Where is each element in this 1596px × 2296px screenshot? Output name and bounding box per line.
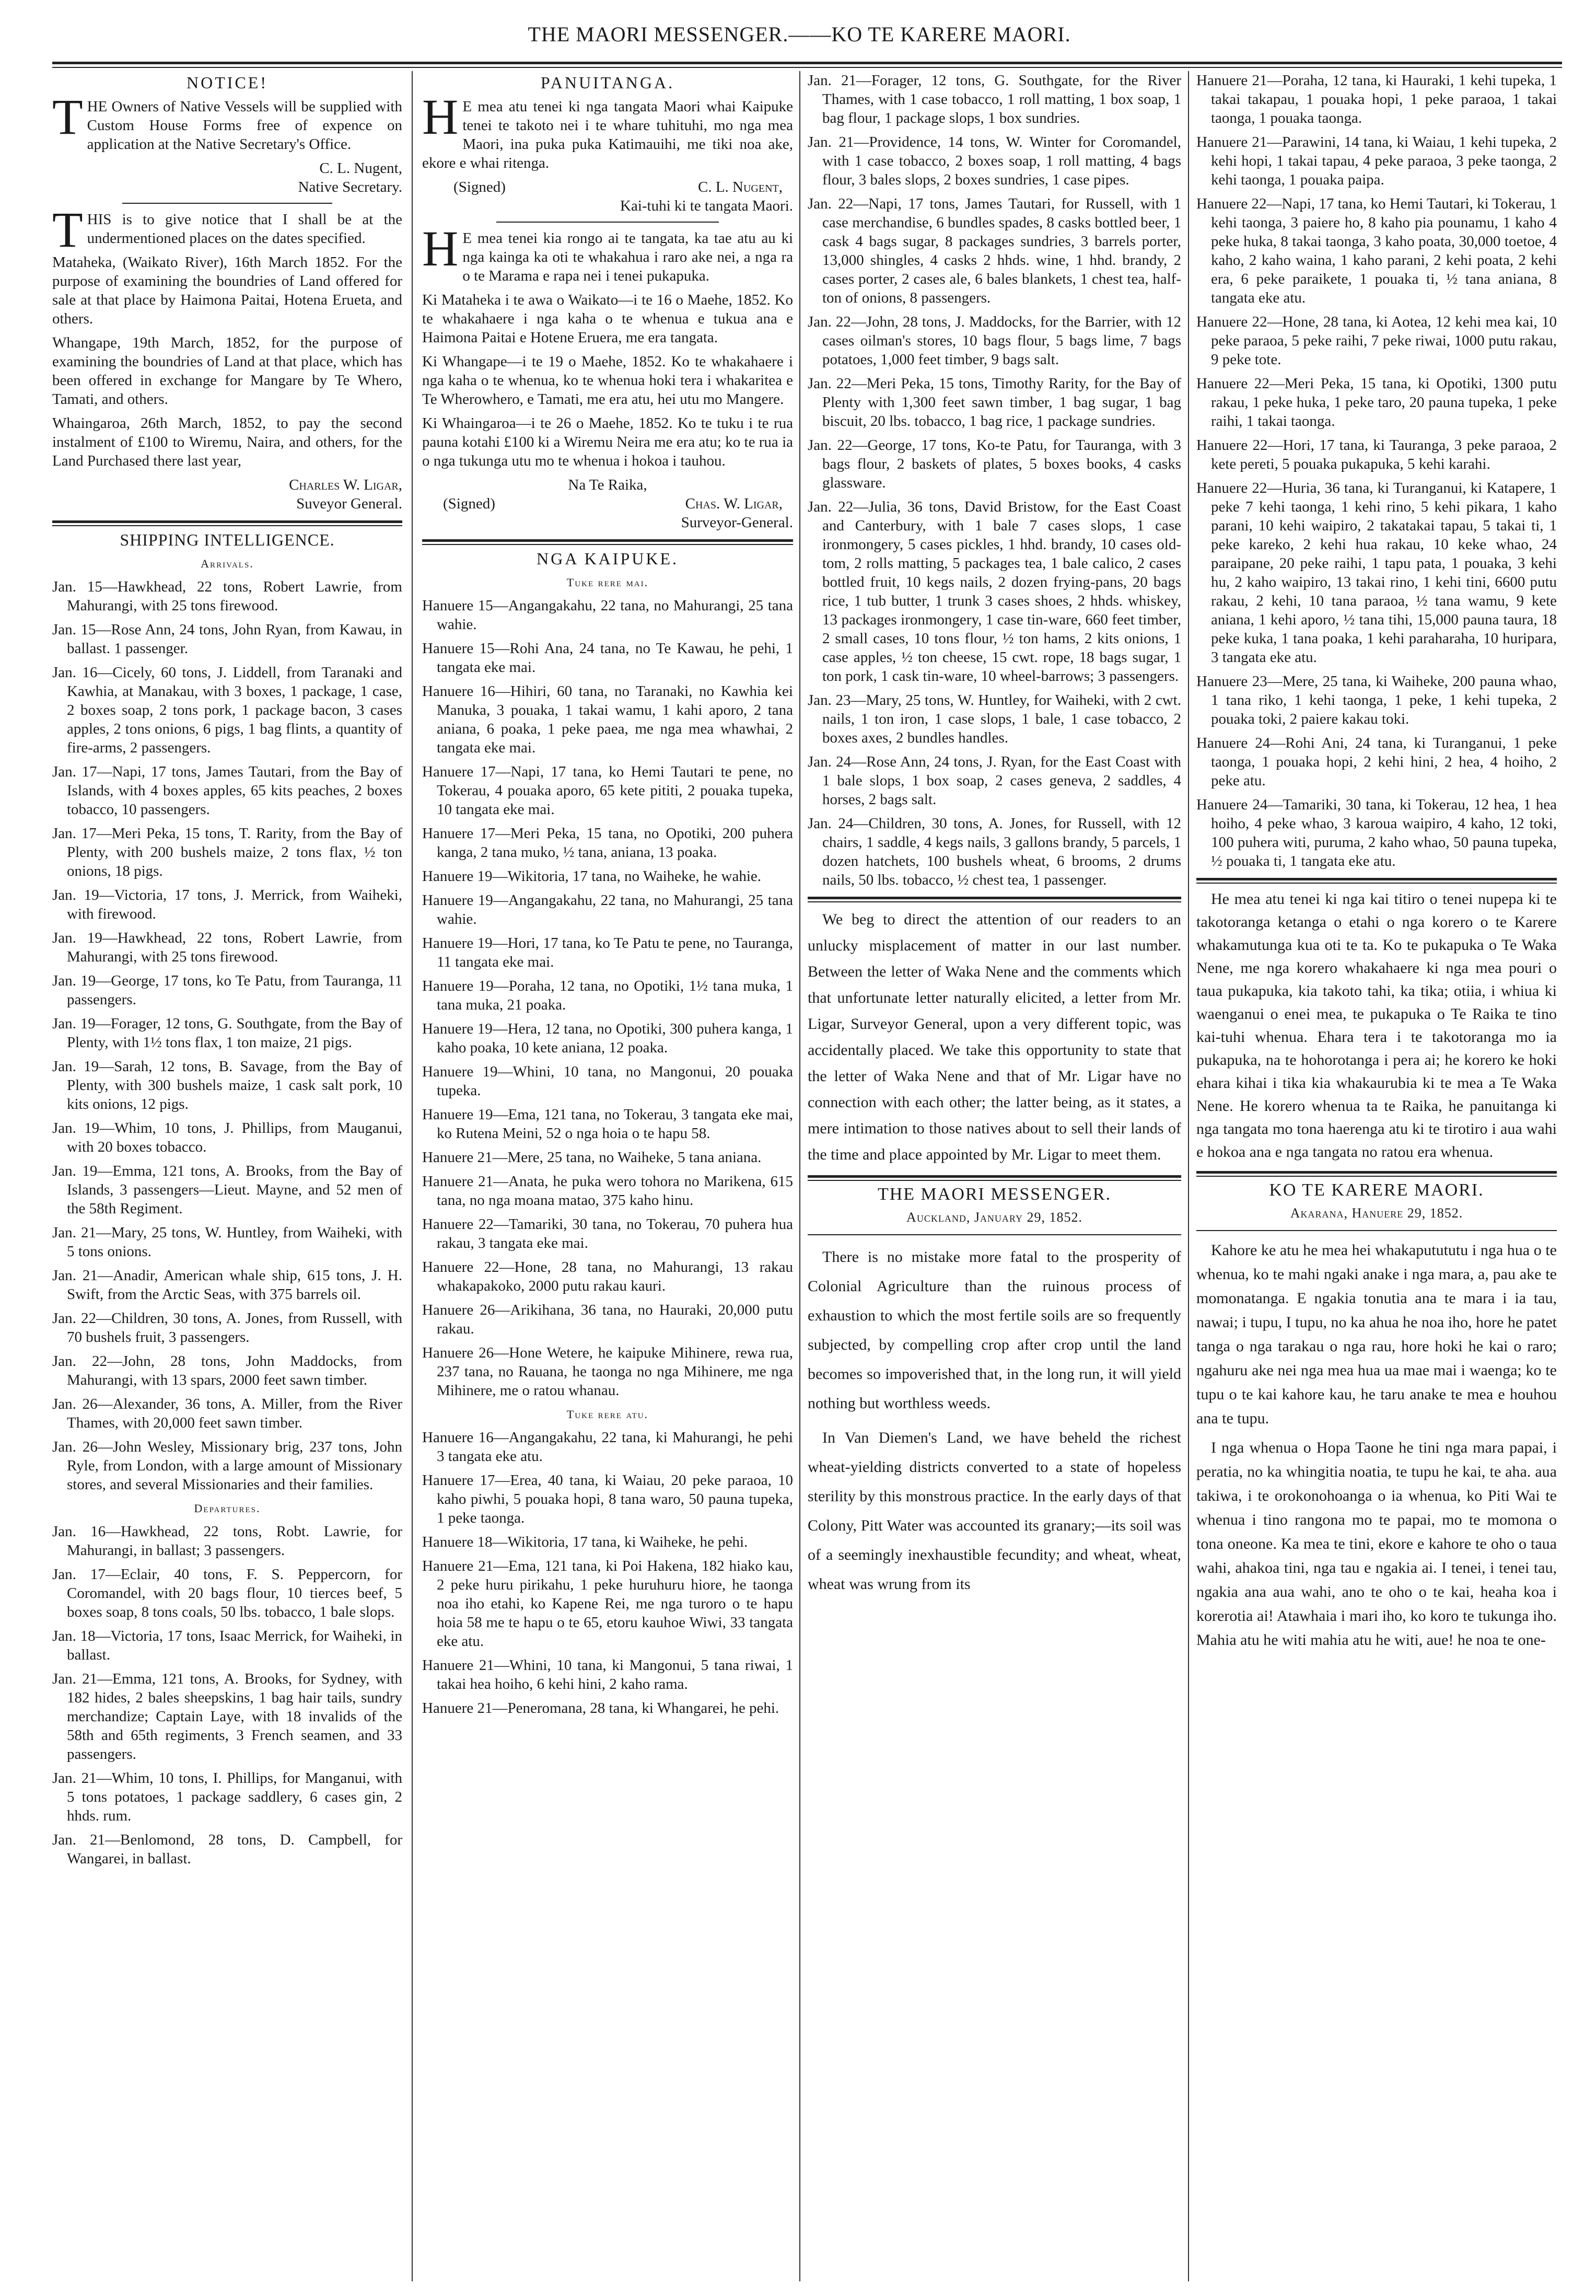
divider (122, 203, 332, 204)
list-item: Hanuere 26—Arikihana, 36 tana, no Hauraki, 20,000 putu rakau. (422, 1302, 793, 1337)
list-item: Hanuere 17—Erea, 40 tana, ki Waiau, 20 peke paraoa, 10 kaho piwhi, 5 pouaka hopi, 8 tana waro, 50 pauna tupeka, 1 peke taonga. (422, 1472, 793, 1526)
list-item: Hanuere 26—Hone Wetere, he kaipuke Mihinere, rewa rua, 237 tana, no Rauana, he taonga no nga Mihinere, me nga Mihinere, me o ratou whanau. (422, 1344, 793, 1399)
section-rule-thin (52, 525, 402, 526)
arrivals-title: Arrivals. (201, 557, 254, 570)
list-item: Jan. 21—Anadir, American whale ship, 615 tons, J. H. Swift, from the Arctic Seas, with 375 barrels oil. (52, 1267, 402, 1303)
panuitanga-paragraph: Ki Whaingaroa—i te 26 o Maehe, 1852. Ko te tuku i te rua pauna kotahi £100 ki a Wiremu Neira me era atu; ko te rua ia o nga tukunga utu mo te whenua i hokoa i tauhou. (422, 415, 793, 469)
signature-line: Na Te Raika, (568, 477, 647, 493)
list-item: Jan. 19—George, 17 tons, ko Te Patu, from Tauranga, 11 passengers. (52, 972, 402, 1008)
list-item: Jan. 23—Mary, 25 tons, W. Huntley, for Waiheki, with 2 cwt. nails, 1 ton iron, 1 case slops, 1 bale, 1 case tobacco, 2 boxes axes, 2 bundles handles. (808, 692, 1181, 746)
tuke-rere-atu-list (422, 1428, 793, 1718)
list-item: Jan. 19—Sarah, 12 tons, B. Savage, from the Bay of Plenty, with 300 bushels maize, 1 cask salt pork, 10 kits onions, 12 pigs. (52, 1058, 402, 1112)
notice-survey: THIS is to give notice that I shall be at the undermentioned places on the dates specified. (52, 202, 402, 258)
section-rule (1196, 878, 1557, 880)
divider (496, 222, 719, 223)
shipping-intelligence-title: SHIPPING INTELLIGENCE. (120, 530, 335, 549)
notice-survey-paragraph: Whangape, 19th March, 1852, for the purpose of examining the boundries of Land at that place, which has been offered in exchange for Mangare by Te Whero, Tamati, and others. (52, 334, 402, 408)
list-item: Hanuere 19—Hori, 17 tana, ko Te Patu te pene, no Tauranga, 11 tangata eke mai. (422, 935, 793, 970)
correction-notice: He mea atu tenei ki nga kai titiro o tenei nupepa ki te takotoranga ketanga o etahi o nga korero o te Karere whakamutunga kua oti te ta. Ko te pukapuka o Te Waka Nene, me nga korero whakahaere ki nga mea pouri o taua pukapuka, kia takoto tahi, ka tika; otiia, i whiua ki waenganui o enei mea, te pukapuka o Te Raika te tino kai-tuhi whenua. Ehara tera i te takotoranga mo ia pukapuka, na te hohorotanga i pera ai; he korero ke hoki ehara kihai i tika kia whakaurubia ki te mea a Te Waka Nene. He korero whenua ta te Raika, he panuitanga ki nga tangata mo tona haerenga atu ki te tirotiro i aua wahi e hokoa ana e nga tangata no ratou era whenua. (1196, 890, 1557, 1161)
section-rule (1196, 1171, 1557, 1174)
list-item: Hanuere 21—Poraha, 12 tana, ki Hauraki, 1 kehi tupeka, 1 takai takapau, 1 pouaka hopi, 1 peke paraoa, 1 takai taonga, 1 pouaka taonga. (1196, 72, 1557, 126)
notice-title: NOTICE! (187, 73, 268, 92)
list-item: Jan. 21—Providence, 14 tons, W. Winter for Coromandel, with 1 case tobacco, 2 boxes soap, 1 roll matting, 4 bags flour, 3 bales slops, 2 boxes sundries, 1 case pipes. (808, 134, 1181, 188)
column-2 (422, 71, 793, 2281)
tuke-rere-mai-list (422, 596, 793, 1400)
list-item: Hanuere 15—Rohi Ana, 24 tana, no Te Kawau, he pehi, 1 tangata eke mai. (422, 640, 793, 676)
column-4 (1196, 71, 1557, 2281)
nga-kaipuke-title: NGA KAIPUKE. (537, 549, 679, 568)
signature-label: (Signed) (453, 179, 506, 195)
list-item: Hanuere 21—Parawini, 14 tana, ki Waiau, 1 kehi tupeka, 2 kehi hopi, 1 takai tapau, 4 peke paraoa, 3 peke taonga, 2 kehi taonga, 1 pouaka paipa. (1196, 134, 1557, 188)
masthead-rule-thin (52, 67, 1562, 68)
editorial-paragraph: In Van Diemen's Land, we have beheld the richest wheat-yielding districts converted to a state of hopeless sterility by this monstrous practice. In the early days of that Colony, Pitt Water was accounted its granary;—its soil was of a seemingly inexhaustible fecundity; and wheat, wheat, wheat was wrung from its (808, 1429, 1181, 1593)
departures-continued-list (808, 71, 1181, 889)
list-item: Jan. 15—Hawkhead, 22 tons, Robert Lawrie, from Mahurangi, with 25 tons firewood. (52, 578, 402, 614)
list-item: Jan. 16—Cicely, 60 tons, J. Liddell, from Taranaki and Kawhia, at Manakau, with 3 boxes, 1 package, 1 case, 2 boxes soap, 2 tons pork, 1 package bacon, 3 cases apples, 2 tons onions, 6 pigs, 1 bag flints, a quantity of fire-arms, 2 passengers. (52, 664, 402, 756)
signature-name: C. L. Nugent, (697, 179, 783, 195)
divider (808, 1234, 1181, 1235)
list-item: Hanuere 21—Anata, he puka wero tohora no Marikena, 615 tana, no nga moana matao, 375 kaho hinu. (422, 1173, 793, 1209)
list-item: Jan. 22—Julia, 36 tons, David Bristow, for the East Coast and Canterbury, with 1 bale 7 cases slops, 1 case ironmongery, 5 cases pickles, 1 hhd. brandy, 10 cases old-tom, 2 rolls matting, 5 packages tea, 1 bale calico, 2 cases bottled fruit, 10 kegs nails, 2 dozen frying-pans, 20 bags rice, 1 tub butter, 1 trunk 3 cases shoes, 2 hhds. whiskey, 13 packages ironmongery, 1 case tin-ware, 660 feet timber, 2 small cases, 10 tons flour, ½ ton hams, 2 kits onions, 1 case apples, ½ ton cheese, 15 cwt. rope, 18 bags sugar, 1 ton pork, 1 cask tin-ware, 10 wheel-barrows; 3 passengers. (808, 498, 1181, 685)
panuitanga-whenua: HE mea tenei kia rongo ai te tangata, ka tae atu au ki nga kainga ka oti te whakahua i raro ake nei, a nga ra o te Marama e rapa nei i tenei pukapuka. (422, 221, 793, 284)
signature-title: Suveyor General. (296, 495, 402, 512)
list-item: Jan. 24—Children, 30 tons, A. Jones, for Russell, with 12 chairs, 1 saddle, 4 kegs nails, 3 gallons brandy, 5 parcels, 1 dozen hatchets, 100 bushels wheat, 6 brooms, 2 drums nails, 50 lbs. tobacco, ½ chest tea, 1 passenger. (808, 815, 1181, 888)
signature-line (422, 494, 793, 513)
list-item: Hanuere 19—Whini, 10 tana, no Mangonui, 20 pouaka tupeka. (422, 1063, 793, 1099)
list-item: Jan. 17—Eclair, 40 tons, F. S. Peppercorn, for Coromandel, with 20 bags flour, 10 tierces beef, 5 boxes soap, 8 tons coals, 50 lbs. tobacco, 1 bale slops. (52, 1566, 402, 1620)
paper-title: KO TE KARERE MAORI. (1269, 1180, 1484, 1200)
departures-list (52, 1522, 402, 1868)
list-item: Jan. 22—Children, 30 tons, A. Jones, from Russell, with 70 bushels fruit, 3 passengers. (52, 1310, 402, 1346)
list-item: Jan. 21—Mary, 25 tons, W. Huntley, from Waiheki, with 5 tons onions. (52, 1224, 402, 1260)
signature-title: Kai-tuhi ki te tangata Maori. (620, 198, 793, 214)
list-item: Hanuere 16—Hihiri, 60 tana, no Taranaki, no Kawhia kei Manuka, 3 pouaka, 1 takai wamu, 1 kahi aporo, 2 tana aniana, 6 poaka, 1 peke paea, me nga mea whawhai, 2 tangata eke mai. (422, 683, 793, 756)
list-item: Jan. 21—Forager, 12 tons, G. Southgate, for the River Thames, with 1 case tobacco, 1 roll matting, 1 box soap, 1 bag flour, 1 package slops, 1 box sundries. (808, 72, 1181, 126)
list-item: Jan. 22—Meri Peka, 15 tons, Timothy Rarity, for the Bay of Plenty with 1,300 feet sawn timber, 1 bag sugar, 1 bag biscuit, 20 lbs. tobacco, 1 bag rice, 1 package sundries. (808, 375, 1181, 430)
dateline: Auckland, January 29, 1852. (906, 1210, 1082, 1225)
list-item: Hanuere 16—Angangakahu, 22 tana, ki Mahurangi, he pehi 3 tangata eke atu. (422, 1429, 793, 1465)
editorial-paragraph: I nga whenua o Hopa Taone he tini nga mara papai, i peratia, no ka whingitia noatia, te tupu he kai, te aha. aua takiwa, i te orokonohoanga o ia whenua, ko Piti Wai te whenua i tino rangona mo te papai, mo te momona o tona oneone. Ka mea te tini, ekore e kahore te oho o taua wahi, ahakoa tini, nga tau e ngakia ai. I tenei, i tenei tau, ngakia ana aua wahi, ano te oho o te kai, heaha koa i korerotia ai! Atawhaia i mari iho, ko koro te tukunga iho. Mahia atu he witi mahia atu he witi, aue! he noa te one- (1196, 1439, 1557, 1649)
list-item: Jan. 26—John Wesley, Missionary brig, 237 tons, John Ryle, from London, with a large amount of Missionary stores, and several Missionaries and their families. (52, 1439, 402, 1493)
list-item: Hanuere 19—Wikitoria, 17 tana, no Waiheke, he wahie. (422, 868, 762, 885)
list-item: Jan. 22—Napi, 17 tons, James Tautari, for Russell, with 1 case merchandise, 6 bundles spades, 8 casks bottled beer, 1 cask 4 bags sugar, 8 packages sundries, 3 barrels porter, 13,000 shingles, 4 casks 2 hhds. wine, 1 hhd. brandy, 2 cases porter, 2 cases ale, 6 bales blankets, 1 chest tea, half-ton of onions, 8 passengers. (808, 195, 1181, 306)
section-rule-thin (808, 901, 1181, 902)
section-rule (422, 539, 793, 542)
masthead: THE MAORI MESSENGER.——KO TE KARERE MAORI. (528, 22, 1071, 46)
list-item: Hanuere 21—Peneromana, 28 tana, ki Whangarei, he pehi. (422, 1700, 779, 1717)
correction-notice: We beg to direct the attention of our readers to an unlucky misplacement of matter in our last number. Between the letter of Waka Nene and the comments which that unfortunate letter naturally elicited, a letter from Mr. Ligar, Surveyor General, upon a very different topic, was accidentally placed. We take this opportunity to state that the letter of Waka Nene and that of Mr. Ligar have no connection with each other; the latter being, as it states, a mere intimation to those natives about to sell their lands of the time and place appointed by Mr. Ligar to meet them. (808, 911, 1181, 1163)
paper-title: THE MAORI MESSENGER. (877, 1185, 1112, 1204)
column-3 (808, 71, 1181, 2281)
list-item: Jan. 26—Alexander, 36 tons, A. Miller, from the River Thames, with 20,000 feet sawn timber. (52, 1396, 402, 1431)
list-item: Jan. 21—Benlomond, 28 tons, D. Campbell, for Wangarei, in ballast. (52, 1831, 402, 1867)
list-item: Hanuere 19—Poraha, 12 tana, no Opotiki, 1½ tana muka, 1 tana muka, 21 poaka. (422, 978, 793, 1013)
list-item: Jan. 22—John, 28 tons, J. Maddocks, for the Barrier, with 12 cases oilman's stores, 10 bags flour, 5 bags lime, 7 bags potatoes, 1,000 feet timber, 9 bags salt. (808, 314, 1181, 368)
signature-name: Charles W. Ligar, (289, 477, 402, 493)
signature-name: Chas. W. Ligar, (685, 495, 783, 512)
list-item: Hanuere 21—Whini, 10 tana, ki Mangonui, 5 tana riwai, 1 takai hea hoiho, 6 kehi hini, 2 kaho rama. (422, 1657, 793, 1692)
list-item: Jan. 19—Hawkhead, 22 tons, Robert Lawrie, from Mahurangi, with 25 tons firewood. (52, 930, 402, 965)
panuitanga-title: PANUITANGA. (540, 73, 675, 92)
notice-native-vessels: THE Owners of Native Vessels will be supplied with Custom House Forms free of expence on application at the Native Secretary's Office. (52, 89, 402, 153)
list-item: Hanuere 17—Meri Peka, 15 tana, no Opotiki, 200 puhera kanga, 2 tana muko, ½ tana, aniana, 13 poaka. (422, 825, 793, 861)
editorial-paragraph: Kahore ke atu he mea hei whakaputututu i nga hua o te whenua, ko te mahi ngaki anake i nga mara, a, pau ake te momonatanga. E ngakia tonutia ana te mara i ia tau, nawai; i tupu, I tupu, no ka ahua he noa iho, hore he patet tanga o nga tarakau o nga rau, hore hoki he kai o raro; ngahuru ake nei nga mea hua ua mae mai i waenga; ko te tupu o te kai kahore kau, he taru anake te mea e houhou ana te tupu. (1196, 1242, 1557, 1427)
column-divider (412, 71, 413, 2281)
list-item: Jan. 21—Emma, 121 tons, A. Brooks, for Sydney, with 182 hides, 2 bales sheepskins, 1 bag hair tails, sundry merchandize; Captain Laye, with 18 invalids of the 58th and 65th regiments, 3 French seamen, and 33 passengers. (52, 1671, 402, 1762)
dateline: Akarana, Hanuere 29, 1852. (1290, 1205, 1463, 1221)
signature-title: Native Secretary. (298, 179, 402, 195)
departures-title: Departures. (194, 1502, 261, 1515)
panuitanga-paragraph: Ki Whangape—i te 19 o Maehe, 1852. Ko te whakahaere i nga kaha o te whenua, ko te whenua hoki tera i whakaritea e Te Wherowhero, e Tamati, me era atu, hei utu mo Mangere. (422, 353, 793, 408)
column-divider (1188, 71, 1189, 2281)
list-item: Hanuere 22—Hori, 17 tana, ki Tauranga, 3 peke paraoa, 2 kete pereti, 5 pouaka pukapuka, 5 kehi karahi. (1196, 437, 1557, 472)
signature-name: C. L. Nugent, (319, 160, 402, 177)
list-item: Jan. 22—George, 17 tons, Ko-te Patu, for Tauranga, with 3 bags flour, 2 baskets of plates, 5 boxes books, 4 casks glassware. (808, 437, 1181, 491)
list-item: Hanuere 22—Hone, 28 tana, no Mahurangi, 13 rakau whakapakoko, 2000 putu rakau kauri. (422, 1259, 793, 1294)
list-item: Hanuere 22—Huria, 36 tana, ki Turanganui, ki Katapere, 1 peke 7 kehi taonga, 1 kehi rino, 5 kehi pikara, 1 kaho parani, 10 kehi waipiro, 2 takatakai tapau, 5 takai ti, 1 peke kareko, 2 kehi hua rakau, 10 keke whao, 24 paraipane, 20 peke raihi, 1 tapu pata, 1 pouaka, 3 kehi hu, 2 kaho waipiro, 13 takai rino, 1 kehi tini, 6600 putu rakau, 2 kehi, 10 tana paraoa, ½ tana wamu, 9 kete aniana, 1 kehi aporo, ½ tana tihi, 15,000 pauna taura, 18 peke kuka, 1 tana poaka, 1 kehi paraharaha, 10 huripara, 3 tangata eke atu. (1196, 480, 1557, 666)
panuitanga-paragraph: Ki Mataheka i te awa o Waikato—i te 16 o Maehe, 1852. Ko te whakahaere i nga kaha o te whenua e tukua ana e Haimona Paitai e Hotene Eruera, me era tangata. (422, 292, 793, 346)
list-item: Hanuere 22—Napi, 17 tana, ko Hemi Tautari, ki Tokerau, 1 kehi taonga, 3 paiere ho, 8 kaho pia pounamu, 1 kaho 4 peke huka, 8 takai taonga, 3 kaho poata, 30,000 toetoe, 4 kaho, 2 kaho waina, 1 kaho parani, 2 kehi poata, 2 kehi era, 6 peke paraikete, 1 pouaka ti, ½ tana aniana, 8 tangata eke atu. (1196, 195, 1557, 306)
list-item: Hanuere 24—Tamariki, 30 tana, ki Tokerau, 12 hea, 1 hea hoiho, 4 peke whao, 3 karoua waipiro, 4 kaho, 12 toki, 100 puhera witi, puruma, 2 kaho whao, 50 pauna tupeka, ½ pouaka ti, 1 tangata eke atu. (1196, 796, 1557, 869)
section-rule-thin (1196, 1176, 1557, 1177)
masthead-rule (52, 62, 1562, 64)
list-item: Hanuere 24—Rohi Ani, 24 tana, ki Turanganui, 1 peke taonga, 1 pouaka hopi, 2 kehi hini, 2 hea, 4 hoiho, 2 peke atu. (1196, 735, 1557, 789)
notice-survey-paragraph: Mataheka, (Waikato River), 16th March 1852. For the purpose of examining the boundries of Land offered for sale at that place by Haimona Paitai, Hotena Erueta, and others. (52, 254, 402, 327)
list-item: Jan. 19—Whim, 10 tons, J. Phillips, from Mauganui, with 20 boxes tobacco. (52, 1120, 402, 1155)
tuke-rere-mai-title: Tuke rere mai. (566, 576, 649, 589)
column-1 (52, 71, 402, 2281)
list-item: Jan. 18—Victoria, 17 tons, Isaac Merrick, for Waiheki, in ballast. (52, 1628, 402, 1663)
signature-title: Surveyor-General. (681, 514, 793, 531)
signature-line (422, 178, 793, 196)
panuitanga-kaipuke: HE mea atu tenei ki nga tangata Maori whai Kaipuke tenei te takoto nei i te whare tuhituhi, mo nga mea Maori, ina puka puka Katimauihi, me tiki noa ake, ekore e whai ritenga. (422, 89, 793, 171)
list-item: Jan. 16—Hawkhead, 22 tons, Robt. Lawrie, for Mahurangi, in ballast; 3 passengers. (52, 1523, 402, 1559)
list-item: Hanuere 21—Ema, 121 tana, ki Poi Hakena, 182 hiako kau, 2 peke huru pirikahu, 1 peke huruhuru hiore, he taonga noa iho etahi, ko Kapene Rei, me nga turoro o te hapu hoia 58 me te hapu o te 65, etoru kauhoe Wiwi, 33 tangata eke atu. (422, 1558, 793, 1650)
list-item: Hanuere 15—Angangakahu, 22 tana, no Mahurangi, 25 tana wahie. (422, 597, 793, 633)
list-item: Jan. 24—Rose Ann, 24 tons, J. Ryan, for the East Coast with 1 bale slops, 1 box soap, 2 cases geneva, 2 saddles, 4 horses, 2 bags salt. (808, 753, 1181, 808)
editorial-paragraph: There is no mistake more fatal to the prosperity of Colonial Agriculture than the ruinous process of exhaustion to which the most fertile soils are so frequently subjected, by compelling crop after crop until the land becomes so impoverished that, in the long run, it will yield nothing but worthless weeds. (808, 1248, 1181, 1412)
list-item: Jan. 19—Victoria, 17 tons, J. Merrick, from Waiheki, with firewood. (52, 887, 402, 922)
list-item: Hanuere 18—Wikitoria, 17 tana, ki Waiheke, he pehi. (422, 1534, 748, 1550)
divider (1196, 1230, 1557, 1231)
column-divider (799, 71, 800, 2281)
list-item: Jan. 19—Forager, 12 tons, G. Southgate, from the Bay of Plenty, with 1½ tons flax, 1 ton maize, 21 pigs. (52, 1015, 402, 1051)
section-rule (808, 897, 1181, 899)
list-item: Hanuere 19—Ema, 121 tana, no Tokerau, 3 tangata eke mai, ko Rutena Meini, 52 o nga hoia o te hapu 58. (422, 1106, 793, 1142)
section-rule-thin (422, 544, 793, 545)
list-item: Jan. 22—John, 28 tons, John Maddocks, from Mahurangi, with 13 spars, 2000 feet sawn timber. (52, 1353, 402, 1388)
list-item: Hanuere 22—Hone, 28 tana, ki Aotea, 12 kehi mea kai, 10 peke paraoa, 5 peke raihi, 7 peke riwai, 1000 putu rakau, 9 peke tote. (1196, 314, 1557, 368)
section-rule (52, 520, 402, 523)
list-item: Hanuere 17—Napi, 17 tana, ko Hemi Tautari te pene, no Tokerau, 4 pouaka aporo, 65 kete pititi, 2 pouaka tupeka, 10 tangata eke mai. (422, 763, 793, 818)
list-item: Hanuere 21—Mere, 25 tana, no Waiheke, 5 tana aniana. (422, 1149, 762, 1166)
section-rule-thin (1196, 883, 1557, 884)
list-item: Hanuere 22—Tamariki, 30 tana, no Tokerau, 70 puhera hua rakau, 3 tangata eke mai. (422, 1216, 793, 1251)
list-item: Jan. 17—Napi, 17 tons, James Tautari, from the Bay of Islands, with 4 boxes apples, 65 kits peaches, 2 boxes tobacco, 10 passengers. (52, 763, 402, 818)
list-item: Hanuere 23—Mere, 25 tana, ki Waiheke, 200 pauna whao, 1 tana riko, 1 kehi taonga, 1 peke, 1 kehi tupeka, 2 pouaka toki, 2 paiere kakau toki. (1196, 673, 1557, 727)
notice-survey-paragraph: Whaingaroa, 26th March, 1852, to pay the second instalment of £100 to Wiremu, Naira, and others, for the Land Purchased there last year, (52, 415, 402, 469)
list-item: Jan. 21—Whim, 10 tons, I. Phillips, for Manganui, with 5 tons potatoes, 1 package saddlery, 6 cases gin, 2 hhds. rum. (52, 1770, 402, 1824)
section-rule-thin (808, 1180, 1181, 1181)
list-item: Jan. 17—Meri Peka, 15 tons, T. Rarity, from the Bay of Plenty, with 200 bushels maize, 2 tons flax, ½ ton onions, 18 pigs. (52, 825, 402, 879)
list-item: Hanuere 19—Angangakahu, 22 tana, no Mahurangi, 25 tana wahie. (422, 892, 793, 927)
list-item: Jan. 15—Rose Ann, 24 tons, John Ryan, from Kawau, in ballast. 1 passenger. (52, 621, 402, 657)
list-item: Jan. 19—Emma, 121 tons, A. Brooks, from the Bay of Islands, 3 passengers—Lieut. Mayne, and 52 men of the 58th Regiment. (52, 1163, 402, 1217)
arrivals-list (52, 577, 402, 1494)
tuke-continued-list (1196, 71, 1557, 871)
list-item: Hanuere 19—Hera, 12 tana, no Opotiki, 300 puhera kanga, 1 kaho poaka, 10 kete aniana, 12 poaka. (422, 1021, 793, 1056)
signature-label: (Signed) (443, 495, 495, 512)
section-rule (808, 1175, 1181, 1178)
list-item: Hanuere 22—Meri Peka, 15 tana, ki Opotiki, 1300 putu rakau, 1 peke huka, 1 peke taro, 20 pauna tupeka, 1 peke raihi, 1 takai taonga. (1196, 375, 1557, 430)
tuke-rere-atu-title: Tuke rere atu. (566, 1408, 649, 1421)
